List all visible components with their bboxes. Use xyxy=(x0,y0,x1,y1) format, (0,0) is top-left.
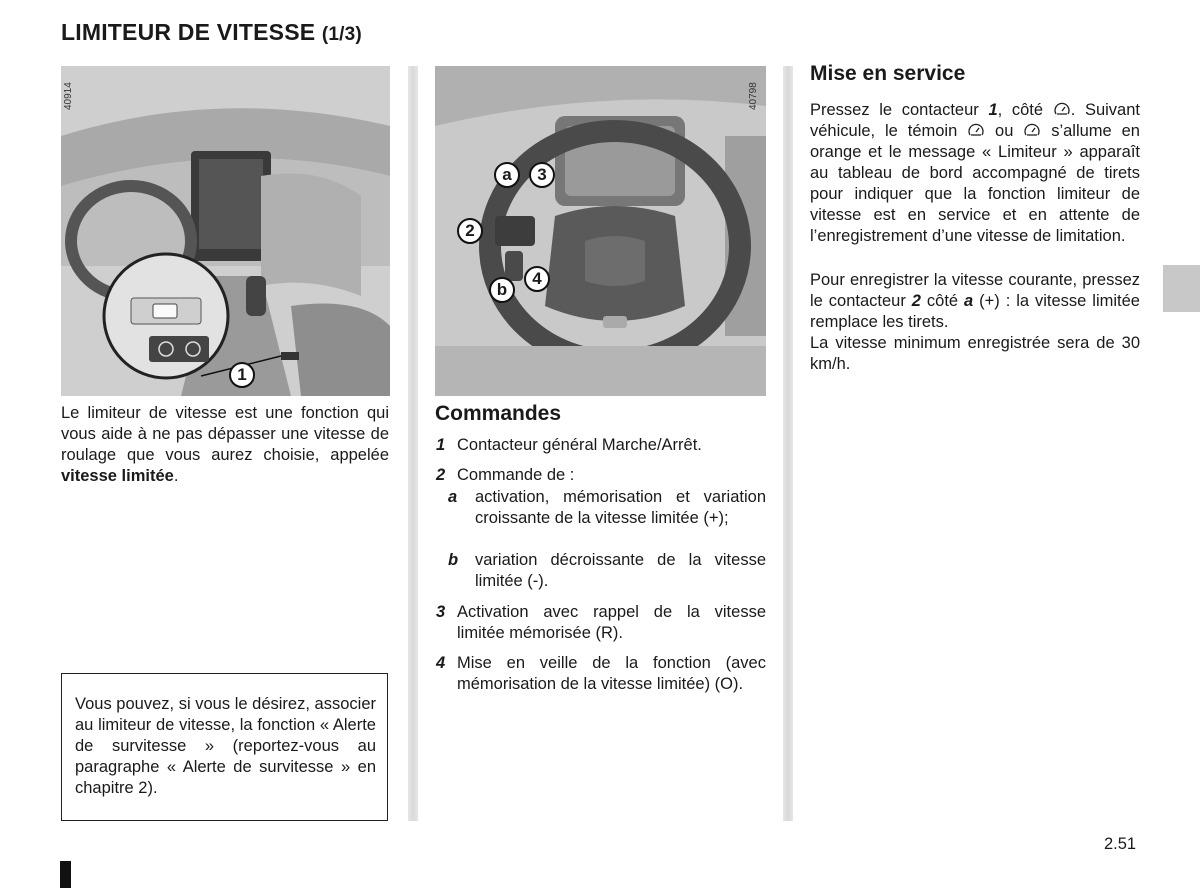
callout-1: 1 xyxy=(229,362,255,388)
intro-paragraph xyxy=(61,403,389,487)
intro-end: . xyxy=(173,467,179,485)
text-run: (+) : la vitesse limitée remplace les tirets. xyxy=(810,292,1140,331)
item-text: Mise en veille de la fonction (avec mémorisation de la vitesse limitée) (O). xyxy=(457,654,766,693)
steering-wheel-drawing xyxy=(435,66,766,396)
subitem-text: activation, mémorisation et variation croissante de la vitesse limitée (+); xyxy=(475,488,766,527)
note-box xyxy=(61,673,388,821)
figure-ref-number: 40798 xyxy=(748,82,759,110)
chapter-tab xyxy=(1163,265,1200,312)
page-number: 2.51 xyxy=(1104,835,1137,853)
callout-2: 2 xyxy=(457,218,483,244)
item-number: 2 xyxy=(436,466,446,484)
title-main: LIMITEUR DE VITESSE xyxy=(61,19,316,45)
text-run: Pressez le contacteur xyxy=(810,101,979,119)
mise-en-service-paragraph-3: La vitesse minimum enregistrée sera de 30 km/h. xyxy=(810,334,1140,373)
item-text: Commande de : xyxy=(457,466,575,484)
intro-bold: vitesse limitée xyxy=(61,467,174,485)
speed-limiter-icon xyxy=(967,122,985,138)
switch-number: 1 xyxy=(988,101,998,119)
text-run: s’allume en orange et le message « Limiteur » apparaît au tableau de bord accompagné de tirets pour indiquer que la fonction limiteur de vitesse est en service et en attente de l’enregistrement d’une vitesse de limitation. xyxy=(810,122,1140,245)
callout-3: 3 xyxy=(529,162,555,188)
mise-en-service-paragraph-2 xyxy=(810,270,1140,333)
column-divider xyxy=(408,66,418,821)
item-text: Activation avec rappel de la vitesse limitée mémorisée (R). xyxy=(457,603,766,642)
item-text: Contacteur général Marche/Arrêt. xyxy=(457,436,702,454)
callout-4: 4 xyxy=(524,266,550,292)
item-number: 1 xyxy=(436,436,446,454)
text-run: ou xyxy=(995,122,1014,140)
dashboard-illustration xyxy=(61,66,390,396)
subitem-letter: b xyxy=(448,551,459,569)
figure-ref-number: 40914 xyxy=(63,82,74,110)
item-number: 3 xyxy=(436,603,446,621)
text-run: . Suivant véhicule, le témoin xyxy=(810,101,1140,140)
page-title xyxy=(61,19,362,46)
callout-a: a xyxy=(494,162,520,188)
steering-wheel-illustration xyxy=(435,66,766,396)
item-number: 4 xyxy=(436,654,446,672)
mise-en-service-heading: Mise en service xyxy=(810,62,966,85)
commandes-heading: Commandes xyxy=(435,402,562,425)
note-text: Vous pouvez, si vous le désirez, associer au limiteur de vitesse, la fonction « Alerte de survitesse » (reportez-vous au paragraphe « Alerte de survitesse » en chapitre 2). xyxy=(75,695,376,797)
text-run: Pour enregistrer la vitesse courante, pressez le contacteur xyxy=(810,271,1140,310)
mise-en-service-paragraph-1 xyxy=(810,100,1140,247)
callout-b: b xyxy=(489,277,515,303)
speed-limiter-icon xyxy=(1053,101,1071,117)
text-run: côté xyxy=(926,292,959,310)
title-part: (1/3) xyxy=(321,24,362,45)
intro-text: Le limiteur de vitesse est une fonction qui vous aide à ne pas dépasser une vitesse de roulage que vous aurez choisie, appelée xyxy=(61,404,389,464)
column-divider xyxy=(783,66,793,821)
side-letter: a xyxy=(964,292,974,310)
dashboard-drawing xyxy=(61,66,390,396)
subitem-letter: a xyxy=(448,488,458,506)
switch-number: 2 xyxy=(911,292,921,310)
subitem-text: variation décroissante de la vitesse limitée (-). xyxy=(475,551,766,590)
corner-mark xyxy=(60,861,71,888)
speed-limiter-icon xyxy=(1023,122,1041,138)
text-run: , côté xyxy=(997,101,1044,119)
